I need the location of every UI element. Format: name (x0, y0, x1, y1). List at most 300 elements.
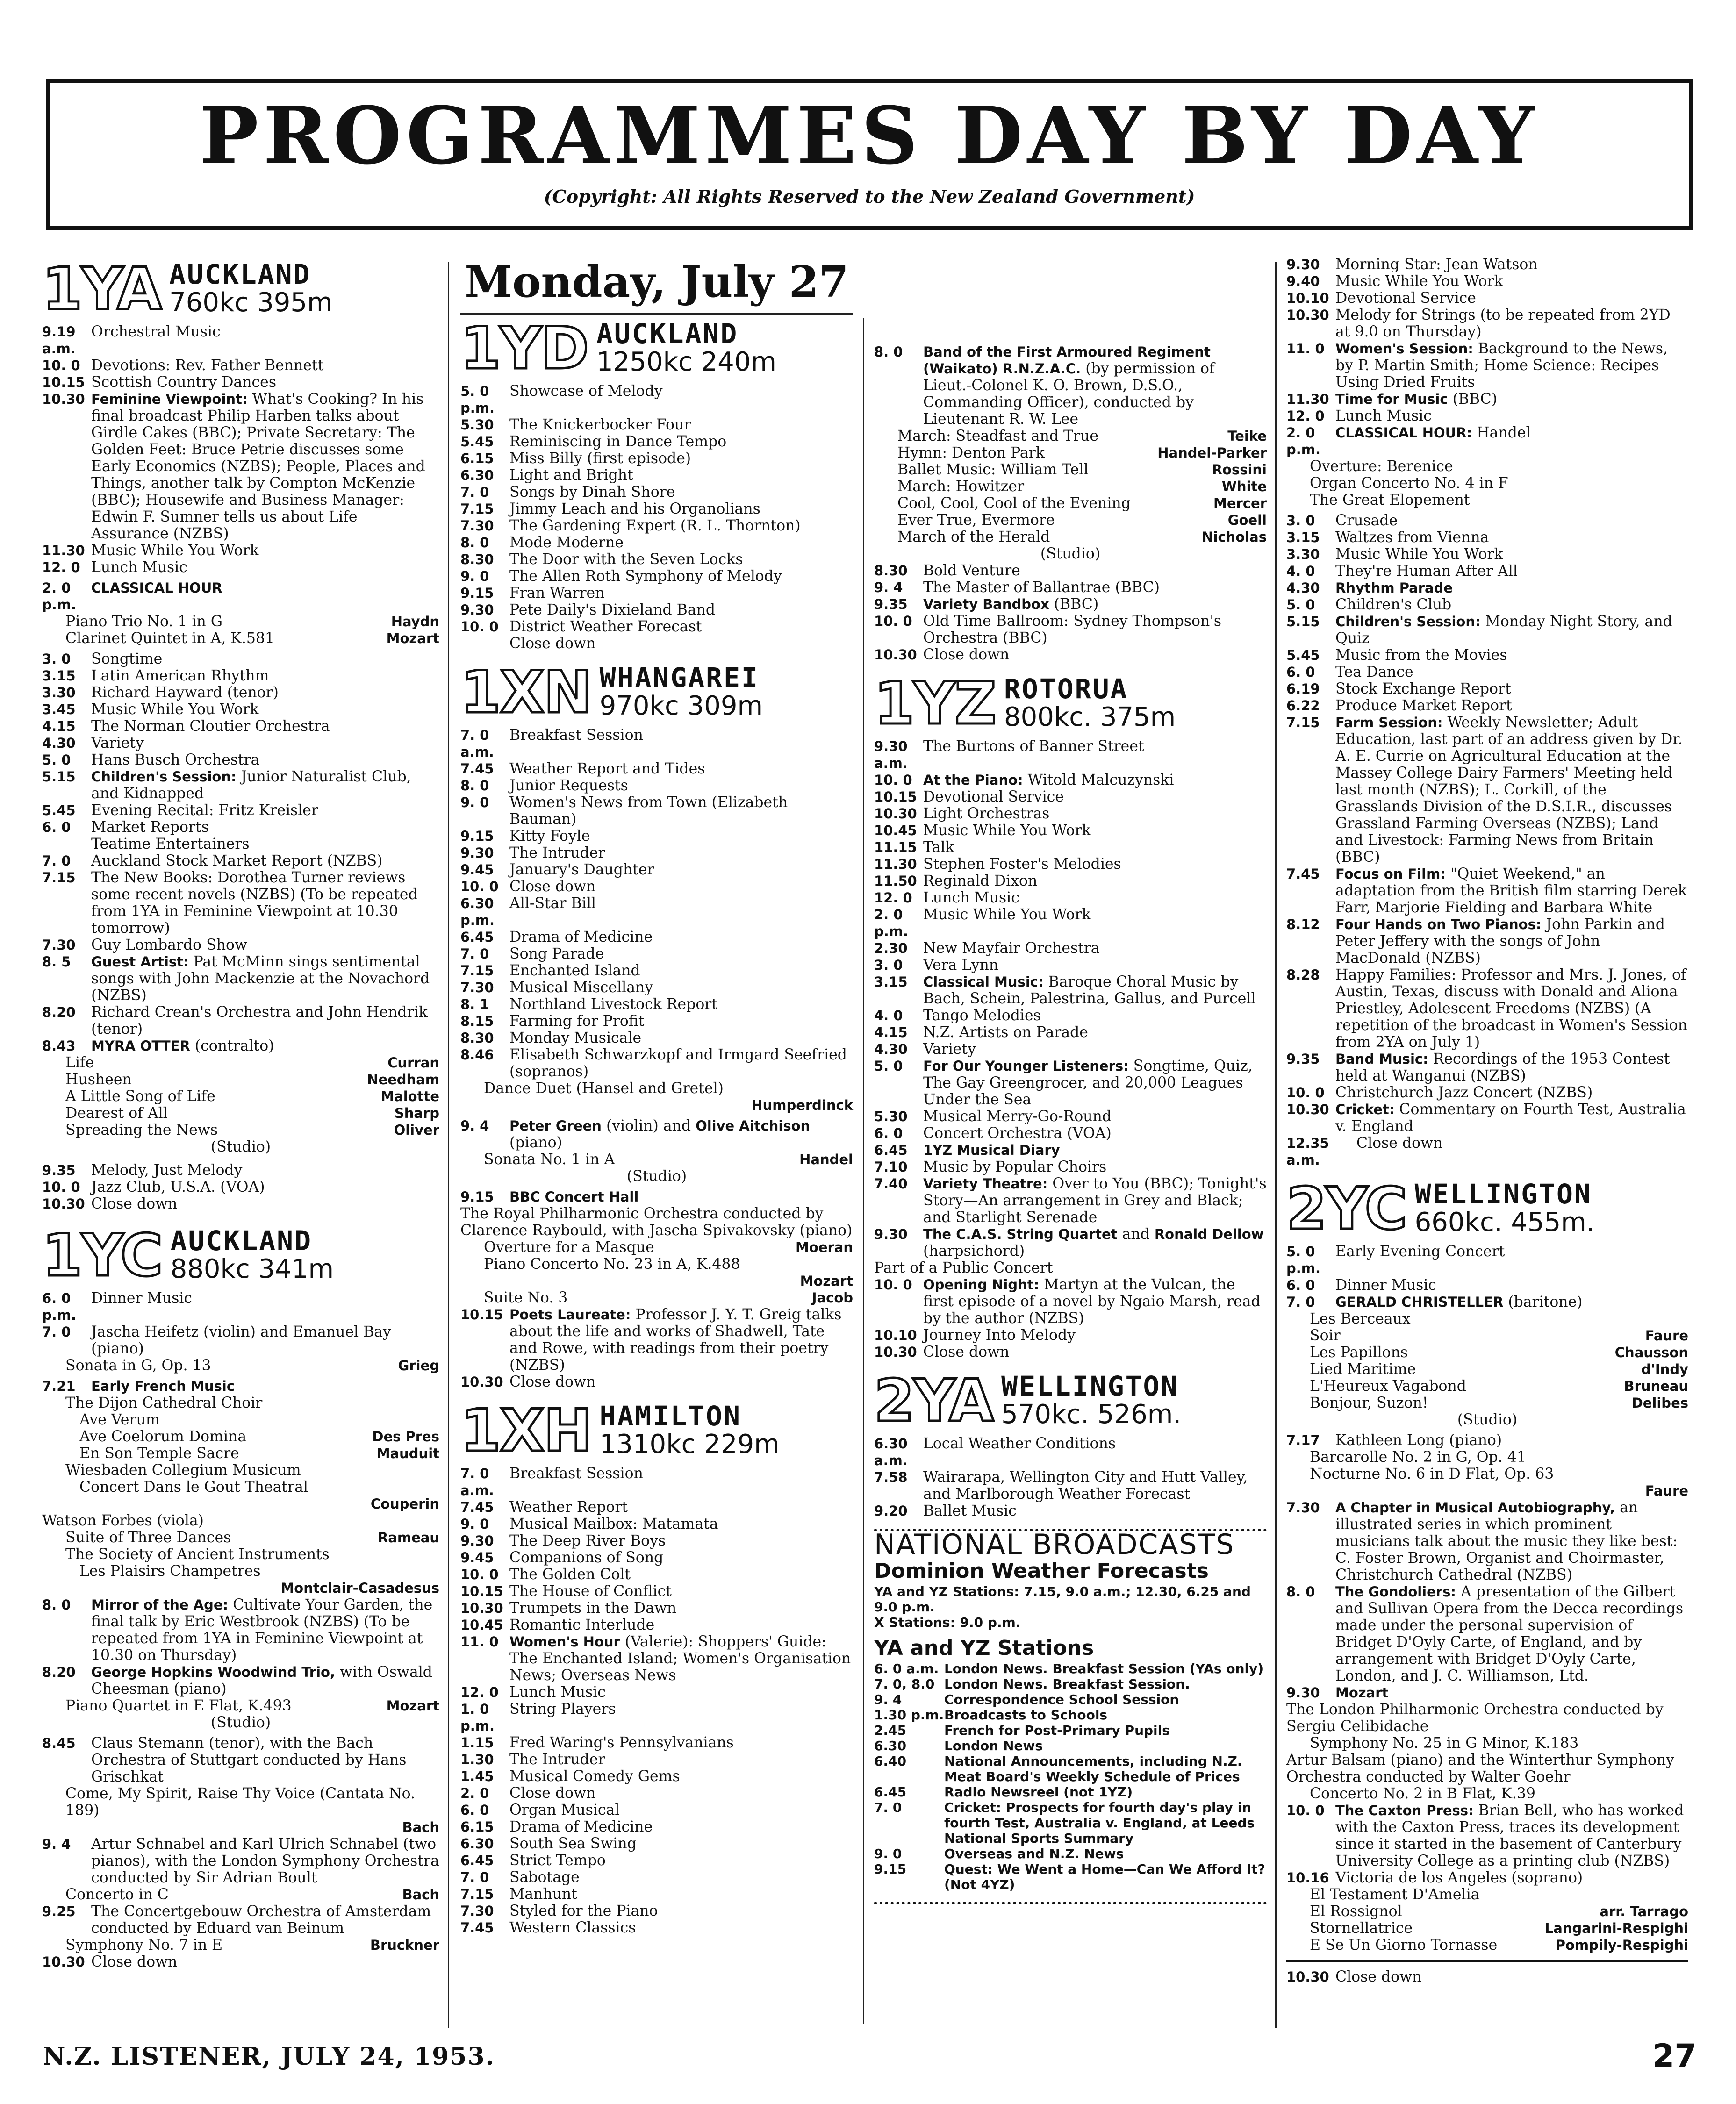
work-title: Les Papillons (1310, 1344, 1408, 1361)
programme-time: 7. 0 (460, 1869, 489, 1885)
programme-time: 5.45 (42, 802, 76, 818)
programme-title: Close down (509, 878, 596, 895)
programme-time: 10. 0 (460, 619, 499, 635)
programme-list (874, 562, 1267, 596)
programme-time: 6. 0 (1286, 1277, 1315, 1293)
programme-title: Melody, Just Melody (91, 1162, 243, 1179)
programme-time: 7.30 (460, 518, 494, 534)
programme-time: 4.30 (42, 735, 76, 751)
work-title: Hymn: Denton Park (897, 444, 1045, 461)
programme-title: Early Evening Concert (1335, 1243, 1505, 1260)
programme-entry (42, 1162, 439, 1179)
programme-entry: 9.35 Variety Bandbox (BBC) (874, 596, 1099, 613)
programme-entry (42, 559, 439, 576)
programme-entry (460, 1919, 853, 1936)
programme-entry (42, 819, 439, 852)
programme-entry (874, 1676, 1267, 1692)
station-frequency: 570kc. 526m. (1001, 1399, 1182, 1430)
programme-title: Close down (509, 1785, 596, 1802)
programme-title: Music While You Work (923, 906, 1091, 923)
programme-entry (874, 1435, 1267, 1469)
work-line: En Son Temple Sacre Mauduit (79, 1445, 439, 1462)
programme-title: Scottish Country Dances (91, 374, 276, 391)
work-line: Suite of Three Dances Rameau (65, 1529, 439, 1546)
programme-title: N.Z. Artists on Parade (923, 1024, 1088, 1041)
programme-time: 7. 0 (874, 1800, 902, 1815)
composer: Handel-Parker (1157, 445, 1267, 461)
programme-entry (42, 937, 439, 953)
programme-entry: 8. 5 Guest Artist: Pat McMinn sings sentimental songs with John Mackenzie at the Novachord (NZBS) (42, 953, 430, 1004)
work-title: El Rossignol (1310, 1903, 1402, 1920)
programme-title: Fran Warren (509, 585, 605, 601)
programme-time: 10. 0 (42, 358, 80, 373)
programme-time: 6.30 p.m. (460, 895, 495, 928)
programme-entry (42, 1179, 439, 1195)
programme-time: 10.45 (874, 823, 917, 838)
programme-time: 6. 0 p.m. (42, 1290, 77, 1323)
programme-entry: 12.35 a.m. Close down (1286, 1135, 1443, 1168)
work-line (1310, 1310, 1688, 1327)
programme-title: Melody for Strings (to be repeated from 2YD at 9.0 on Thursday) (1335, 307, 1671, 340)
programme-entry (460, 568, 853, 585)
programme-time: 7.15 (42, 870, 76, 886)
programme-entry (460, 1617, 853, 1633)
programme-entry (460, 1886, 853, 1903)
work-line (1310, 1344, 1688, 1361)
programme-title: Companions of Song (509, 1549, 664, 1566)
song-list (42, 1054, 439, 1138)
programme-time: 6.30 a.m. (874, 1436, 908, 1468)
programme-entry (42, 374, 439, 391)
song-list (874, 428, 1267, 545)
programme-time: 9.15 (460, 585, 494, 601)
station-frequency: 760kc 395m (169, 287, 333, 318)
station-frequency: 970kc 309m (599, 691, 763, 721)
programme-time: 4.30 (874, 1041, 908, 1057)
programme-entry (42, 735, 439, 751)
column-divider (1275, 262, 1277, 2028)
programme-entry (42, 323, 439, 357)
programme-entry (460, 467, 853, 484)
programme-time: 7. 0 (42, 1324, 71, 1340)
programme-title: Bold Venture (923, 562, 1020, 579)
programme-entry (874, 1846, 1267, 1861)
composer: Langarini-Respighi (1544, 1920, 1688, 1936)
programme-title: Monday Musicale (509, 1030, 642, 1046)
programme-list-2ya-cont (1286, 512, 1688, 580)
programme-entry (874, 822, 1267, 839)
programme-time: 10.45 (460, 1617, 503, 1633)
programme-title: London News (944, 1738, 1043, 1753)
weather-line: YA and YZ Stations: 7.15, 9.0 a.m.; 12.30, 6.25 and 9.0 p.m. (874, 1584, 1251, 1615)
work-line (1310, 1920, 1688, 1937)
programme-entry (460, 962, 853, 979)
programme-time: 10.15 (460, 1583, 503, 1599)
programme-entry: 10.30 Feminine Viewpoint: What's Cooking? In his final broadcast Philip Harben talks about Girdle Cakes (BBC); Private Secretary: The Golden Feet: Bruce Petrie discusses some Early Economics (NZBS); People, Places and Things, another talk by Compton McKenzie (BBC); Housewife and Business Manager: Edwin F. Sumner tells us about Life Assurance (NZBS) (42, 391, 425, 542)
composer: Mozart (800, 1273, 853, 1289)
studio-note: (Studio) (1040, 545, 1101, 562)
programme-title: Variety (923, 1041, 976, 1058)
programme-time: 9.20 (874, 1503, 908, 1519)
work-line: Concert Dans le Gout Theatral (79, 1479, 308, 1496)
programme-title: Radio Newsreel (not 1YZ) (944, 1784, 1133, 1800)
programme-list-1yz (874, 1159, 1267, 1175)
programme-time: 10. 0 (460, 1567, 499, 1582)
programme-title: Journey Into Melody (923, 1327, 1076, 1344)
composer: Delibes (1631, 1395, 1688, 1411)
programme-time: 9.40 (1286, 273, 1320, 289)
work-line (65, 1105, 439, 1122)
composer: Pompily-Respighi (1555, 1937, 1688, 1953)
programme-title: Close down (91, 1195, 178, 1212)
composer: Nicholas (1202, 529, 1267, 545)
programme-entry (460, 945, 853, 962)
column-divider (863, 318, 864, 2024)
programme-entry: 8.12 Four Hands on Two Pianos: John Parkin and Peter Jeffery with the songs of John MacDonald (NZBS) (1286, 916, 1665, 966)
programme-entry (460, 383, 853, 416)
programme-time: 7.30 (460, 1903, 494, 1919)
programme-entry: 7.30 A Chapter in Musical Autobiography, an illustrated series in which prominent musicians talk about the music they like best: C. Foster Brown, Organist and Choirmaster, Christchurch Cathedral (NZBS) (1286, 1499, 1678, 1583)
programme-time: 10.30 (1286, 307, 1329, 323)
work-title: Lied Maritime (1310, 1361, 1416, 1378)
programme-entry: 9. 4 Peter Green (violin) and Olive Aitchison (piano) (460, 1117, 811, 1151)
work-line: Symphony No. 25 in G Minor, K.183 (1310, 1735, 1579, 1752)
programme-title: Fred Waring's Pennsylvanians (509, 1734, 734, 1751)
programme-title: Overseas and N.Z. News (944, 1846, 1124, 1861)
composer: Rossini (1212, 462, 1267, 478)
programme-entry: 7.45 Focus on Film: "Quiet Weekend," an adaptation from the British film starring Derek Farr, Marjorie Fielding and Barbara White (1286, 866, 1687, 916)
publication-footer: N.Z. LISTENER, JULY 24, 1953. (43, 2042, 495, 2071)
programme-entry: 7.21 Early French Music (42, 1378, 235, 1394)
programme-entry (460, 828, 853, 844)
work-line (897, 529, 1267, 545)
composer: Humperdinck (751, 1097, 853, 1113)
programme-time: 2. 0 (460, 1785, 489, 1801)
work-line: Watson Forbes (viola) (42, 1512, 204, 1529)
weather-line: X Stations: 9.0 p.m. (874, 1615, 1021, 1630)
programme-time: 8.30 (874, 563, 908, 579)
programme-list-1ya (42, 651, 439, 768)
composer: Mercer (1213, 495, 1267, 511)
programme-time: 11.30 (874, 856, 917, 872)
programme-time: 7. 0 a.m. (460, 1466, 494, 1498)
station-city: ROTORUA (1004, 673, 1128, 705)
programme-entry (460, 450, 853, 467)
programme-title: Old Time Ballroom: Sydney Thompson's Orchestra (BBC) (923, 613, 1222, 646)
station-callsign: 1XN (460, 659, 591, 726)
programme-title: Stock Exchange Report (1335, 680, 1511, 697)
programme-title: Kitty Foyle (509, 828, 590, 844)
programme-entry (874, 1159, 1267, 1175)
programme-list-1yz (874, 788, 1267, 973)
programme-time: 1.15 (460, 1735, 494, 1751)
station-city: WELLINGTON (1001, 1370, 1179, 1402)
programme-title: Stephen Foster's Melodies (923, 856, 1121, 873)
programme-entry (1286, 512, 1688, 529)
programme-entry (874, 579, 1267, 596)
work-title: Les Berceaux (1310, 1310, 1411, 1327)
programme-time: 7.45 (460, 1920, 494, 1936)
station-callsign: 1YC (42, 1222, 162, 1289)
work-line: Piano Quartet in E Flat, K.493 Mozart (65, 1697, 439, 1714)
studio-note: (Studio) (1457, 1411, 1518, 1428)
programme-entry: 8. 0 The Gondoliers: A presentation of the Gilbert and Sullivan Opera from the Decca recordings made under the personal supervision of Bridget D'Oyly Carte, of England, and by arrangement with Bridget D'Oyly Carte, London, and J. C. Williamson, Ltd. (1286, 1583, 1684, 1684)
work-line: Piano Trio No. 1 in G Haydn (65, 613, 439, 630)
programme-entry: 10. 0 The Caxton Press: Brian Bell, who has worked with the Caxton Press, traces its development since it started in the basement of Canterbury University College as a printing club (NZBS) (1286, 1802, 1684, 1869)
programme-entry (1286, 546, 1688, 563)
programme-entry (1286, 563, 1688, 580)
programme-title: Music While You Work (1335, 546, 1503, 563)
programme-title: Dinner Music (1335, 1277, 1437, 1294)
programme-title: Farming for Profit (509, 1013, 645, 1030)
programme-title: Junior Requests (509, 777, 628, 794)
composer: Malotte (380, 1088, 439, 1104)
programme-time: 6. 0 (874, 1125, 903, 1141)
programme-time: 8.30 (460, 1030, 494, 1046)
programme-title: Mode Moderne (509, 534, 624, 551)
programme-list-2ya-cont (1286, 647, 1688, 714)
programme-time: 7.30 (42, 937, 76, 953)
programme-title: Songs by Dinah Shore (509, 484, 675, 501)
programme-entry (874, 1861, 1267, 1892)
programme-list-1ya (42, 542, 439, 576)
programme-entry (1286, 307, 1688, 340)
programme-time: 6. 0 (1286, 664, 1315, 680)
programme-title: Styled for the Piano (509, 1903, 658, 1919)
composer: arr. Tarrago (1600, 1904, 1688, 1919)
station-city: AUCKLAND (596, 318, 739, 350)
work-line (65, 1071, 439, 1088)
programme-time: 3.15 (1286, 530, 1320, 545)
programme-title: They're Human After All (1335, 563, 1518, 580)
programme-time: 7.10 (874, 1159, 908, 1175)
programme-title: Musical Merry-Go-Round (923, 1108, 1112, 1125)
programme-title: Music While You Work (923, 822, 1091, 839)
work-line: Symphony No. 7 in E Bruckner (65, 1937, 439, 1954)
programme-entry (1286, 680, 1688, 697)
composer: Bach (402, 1819, 439, 1835)
day-heading: Monday, July 27 (460, 256, 853, 315)
work-line: Come, My Spirit, Raise Thy Voice (Cantata No. 189) (65, 1785, 416, 1819)
programme-time: 9. 4 (874, 1692, 902, 1707)
programme-title: String Players (509, 1701, 616, 1718)
programme-entry (874, 788, 1267, 805)
programme-title: Jascha Heifetz (violin) and Emanuel Bay (piano) (91, 1324, 391, 1357)
programme-entry (874, 1024, 1267, 1041)
work-title: A Little Song of Life (65, 1088, 215, 1105)
programme-title: Waltzes from Vienna (1335, 529, 1489, 546)
programme-entry (874, 906, 1267, 940)
programme-title: The Intruder (509, 844, 605, 861)
programme-entry: 9.15 BBC Concert Hall (460, 1189, 639, 1205)
work-line (897, 461, 1267, 478)
programme-entry (460, 1465, 853, 1499)
programme-entry (460, 1802, 853, 1818)
programme-time: 10.15 (874, 789, 917, 805)
station-frequency: 1250kc 240m (596, 347, 776, 377)
programme-entry: 2. 0 p.m. CLASSICAL HOUR: Handel (1286, 424, 1531, 458)
work-line (897, 495, 1267, 512)
programme-title: Weather Report (509, 1499, 628, 1516)
national-broadcasts-title: NATIONAL BROADCASTS (874, 1528, 1235, 1561)
programme-title: Crusade (1335, 512, 1398, 529)
station-frequency: 1310kc 229m (599, 1429, 780, 1460)
programme-entry (460, 1768, 853, 1785)
programme-entry (460, 585, 853, 601)
composer: Oliver (394, 1122, 439, 1138)
programme-title: Auckland Stock Market Report (NZBS) (91, 852, 383, 869)
station-callsign: 1YZ (874, 670, 996, 737)
programme-time: 6.30 (460, 1836, 494, 1852)
work-line: Barcarolle No. 2 in G, Op. 41 (1310, 1449, 1526, 1466)
work-line (897, 444, 1267, 461)
programme-title: Music While You Work (91, 701, 259, 718)
programme-time: 7.45 (460, 761, 494, 777)
studio-note: (Studio) (210, 1138, 271, 1155)
programme-entry: 8. 0 Mirror of the Age: Cultivate Your Garden, the final talk by Eric Westbrook (NZBS) (To be repeated from 1YA in Feminine Viewpoint at 10.30 on Thursday) (42, 1596, 433, 1664)
composer: Teike (1227, 428, 1267, 444)
programme-entry (460, 727, 853, 760)
programme-time: 10.10 (874, 1327, 917, 1343)
programme-time: 10.15 (42, 374, 85, 390)
programme-entry (460, 1030, 853, 1046)
programme-time: 5.45 (460, 434, 494, 450)
work-line (65, 1088, 439, 1105)
programme-time: 10.30 (874, 1344, 917, 1360)
programme-entry: 10.30 Close down (460, 1374, 596, 1390)
programme-title: The Deep River Boys (509, 1532, 666, 1549)
programme-time: 8.15 (460, 1013, 494, 1029)
programme-entry (874, 873, 1267, 889)
station-city: WHANGAREI (599, 662, 759, 694)
programme-time: 9.30 a.m. (874, 738, 908, 771)
programme-entry (1286, 290, 1688, 307)
programme-title: Music from the Movies (1335, 647, 1507, 664)
programme-entry (874, 839, 1267, 856)
programme-title: Manhunt (509, 1886, 577, 1903)
programme-time: 2.30 (874, 940, 908, 956)
programme-entry (42, 1324, 439, 1357)
work-title: Stornellatrice (1310, 1920, 1413, 1937)
programme-entry (460, 484, 853, 501)
programme-title: Lunch Music (923, 889, 1019, 906)
programme-title: The Master of Ballantrae (BBC) (923, 579, 1160, 596)
programme-entry (1286, 1277, 1688, 1294)
programme-entry: 10.30 Close down (1286, 1968, 1422, 1985)
work-title: Dearest of All (65, 1105, 168, 1122)
work-line: Overture for a Masque Moeran (484, 1239, 853, 1256)
programme-time: 3. 0 (874, 957, 903, 973)
programme-title: Devotions: Rev. Father Bennett (91, 357, 324, 374)
programme-title: French for Post-Primary Pupils (944, 1723, 1170, 1738)
work-line: Dance Duet (Hansel and Gretel) (484, 1080, 724, 1097)
work-line (1310, 1361, 1688, 1378)
programme-title: Strict Tempo (509, 1852, 606, 1869)
programme-title: Light Orchestras (923, 805, 1050, 822)
work-line (1310, 1378, 1688, 1395)
programme-time: 3.15 (42, 668, 76, 684)
programme-time: 7.45 (460, 1499, 494, 1515)
work-line: Overture: Berenice (1310, 458, 1453, 475)
programme-entry: 7.15 Farm Session: Weekly Newsletter; Adult Education, last part of an address given by Dr. A. E. Currie on Agricultural Education at the Massey College Dairy Farmers' Meeting held last month (NZBS); L. Corkill, of the Grasslands Division of the D.S.I.R., discusses Grassland Farming Overseas (NZBS); Land and Livestock: Farming News from Britain (BBC) (1286, 714, 1683, 866)
column-4 (1286, 256, 1688, 1985)
programme-time: 4. 0 (874, 1008, 903, 1023)
work-line (897, 428, 1267, 444)
programme-entry (874, 889, 1267, 906)
work-title: Soir (1310, 1327, 1341, 1344)
programme-time: 7. 0 (460, 484, 489, 500)
programme-entry (874, 805, 1267, 822)
programme-title: Orchestral Music (91, 323, 221, 340)
programme-entry (460, 517, 853, 534)
programme-entry (460, 895, 853, 929)
work-line (1310, 1395, 1688, 1411)
station-city: HAMILTON (599, 1400, 742, 1432)
programme-entry (42, 1004, 439, 1038)
programme-time: 5.30 (874, 1109, 908, 1124)
programme-title: Music While You Work (1335, 273, 1503, 290)
rule (1286, 1960, 1688, 1962)
programme-entry (460, 1903, 853, 1919)
programme-entry (460, 1532, 853, 1549)
programme-time: 7. 0 a.m. (460, 727, 494, 760)
programme-entry (874, 1707, 1267, 1723)
work-line: Nocturne No. 6 in D Flat, Op. 63 (1310, 1466, 1554, 1482)
banner (46, 79, 1693, 230)
programme-entry: 3.15 Classical Music: Baroque Choral Music by Bach, Schein, Palestrina, Gallus, and Purcell (874, 973, 1256, 1007)
programme-time: 10. 0 (42, 1179, 80, 1195)
station-header-1yz (874, 670, 1267, 737)
programme-entry: 9.30 The C.A.S. String Quartet and Ronald Dellow (harpsichord) (874, 1226, 1264, 1260)
programme-title: The Knickerbocker Four (509, 416, 691, 433)
programme-entry: 9.35 Band Music: Recordings of the 1953 Contest held at Wanganui (NZBS) (1286, 1051, 1670, 1084)
programme-time: 10.30 (874, 806, 917, 822)
programme-time: 9.45 (460, 862, 494, 878)
programme-entry (1286, 697, 1688, 714)
programme-title: The Golden Colt (509, 1566, 631, 1583)
programme-entry (1286, 1243, 1688, 1277)
programme-entry (874, 856, 1267, 873)
station-frequency: 660kc. 455m. (1414, 1207, 1595, 1238)
composer: Chausson (1614, 1345, 1688, 1360)
programme-title: Light and Bright (509, 467, 633, 484)
programme-entry (460, 777, 853, 794)
programme-entry: 11. 0 Women's Session: Background to the News, by P. Martin Smith; Home Science: Recipes Using Dried Fruits (1286, 340, 1668, 391)
programme-time: 12. 0 (460, 1684, 499, 1700)
programme-title: London News. Breakfast Session (YAs only) (944, 1661, 1264, 1676)
programme-time: 7.15 (460, 501, 494, 517)
programme-time: 7. 0 (460, 946, 489, 962)
programme-title: Musical Comedy Gems (509, 1768, 680, 1785)
programme-title: South Sea Swing (509, 1835, 637, 1852)
programme-time: 7.15 (460, 963, 494, 979)
programme-entry (1286, 647, 1688, 664)
station-frequency: 880kc 341m (170, 1254, 334, 1284)
station-header-1yd (460, 315, 853, 382)
programme-list-1ya (42, 323, 439, 391)
programme-title: Talk (923, 839, 954, 856)
work-line: Sonata in G, Op. 13 Grieg (65, 1357, 439, 1374)
programme-entry (42, 751, 439, 768)
programme-time: 9.30 (460, 845, 494, 861)
programme-list-1xh (460, 1465, 853, 1633)
programme-title: Reginald Dixon (923, 873, 1038, 889)
programme-title: Close down (923, 646, 1010, 663)
programme-time: 6.22 (1286, 698, 1320, 714)
programme-title: Devotional Service (923, 788, 1064, 805)
programme-time: 8.20 (42, 1004, 76, 1020)
composer: Needham (367, 1072, 439, 1088)
